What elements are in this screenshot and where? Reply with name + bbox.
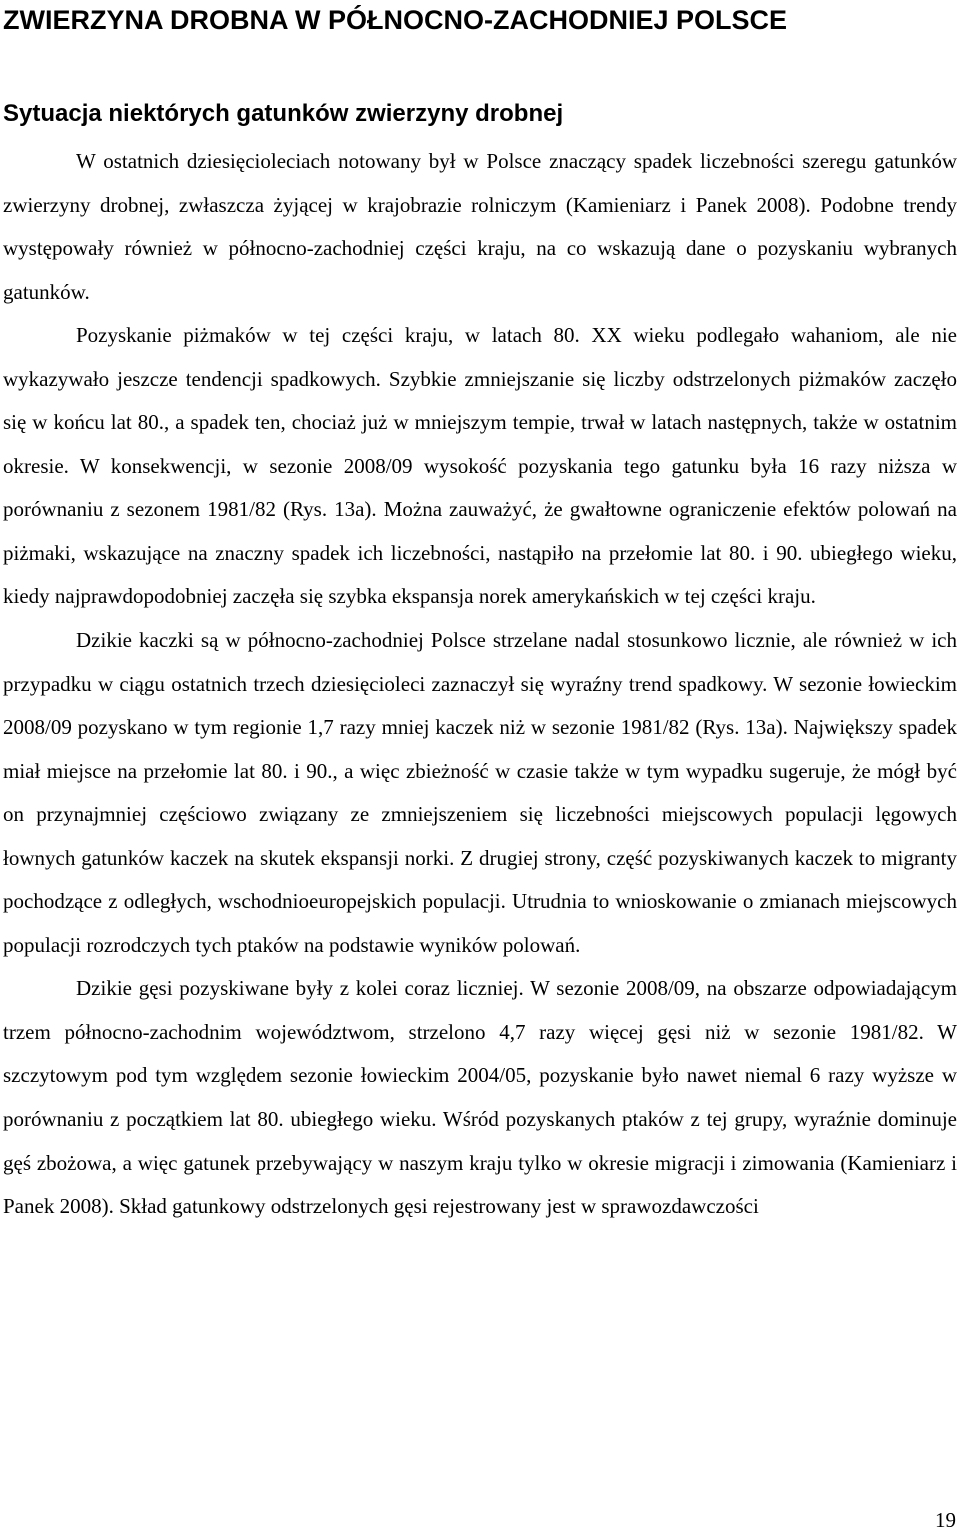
document-title: ZWIERZYNA DROBNA W PÓŁNOCNO-ZACHODNIEJ POLSCE — [3, 5, 787, 35]
section-heading: Sytuacja niektórych gatunków zwierzyny drobnej — [3, 100, 564, 127]
paragraph-ducks: Dzikie kaczki są w północno-zachodniej Polsce strzelane nadal stosunkowo licznie, ale również w ich przypadku w ciągu ostatnich trzech dziesięcioleci zaznaczył się wyraźny trend spadkowy. W sezonie łowieckim 2008/09 pozyskano w tym regionie 1,7 razy mniej kaczek niż w sezonie 1981/82 (Rys. 13a). Największy spadek miał miejsce na przełomie lat 80. i 90., a więc zbieżność w czasie także w tym wypadku sugeruje, że mógł być on przynajmniej częściowo związany ze zmniejszeniem się liczebności miejscowych populacji lęgowych łownych gatunków kaczek na skutek ekspansji norki. Z drugiej strony, część pozyskiwanych kaczek to migranty pochodzące z odległych, wschodnioeuropejskich populacji. Utrudnia to wnioskowanie o zmianach miejscowych populacji rozrodczych tych ptaków na podstawie wyników polowań. — [3, 628, 957, 957]
paragraph-muskrats: Pozyskanie piżmaków w tej części kraju, w latach 80. XX wieku podlegało wahaniom, ale nie wykazywało jeszcze tendencji spadkowych. Szybkie zmniejszanie się liczby odstrzelonych piżmaków zaczęło się w końcu lat 80., a spadek ten, chociaż już w mniejszym tempie, trwał w latach następnych, także w ostatnim okresie. W konsekwencji, w sezonie 2008/09 wysokość pozyskania tego gatunku była 16 razy niższa w porównaniu z sezonem 1981/82 (Rys. 13a). Można zauważyć, że gwałtowne ograniczenie efektów polowań na piżmaki, wskazujące na znaczny spadek ich liczebności, nastąpiło na przełomie lat 80. i 90. ubiegłego wieku, kiedy najprawdopodobniej zaczęła się szybka ekspansja norek amerykańskich w tej części kraju. — [3, 323, 957, 609]
page-number: 19 — [935, 1508, 956, 1532]
paragraph-geese: Dzikie gęsi pozyskiwane były z kolei coraz liczniej. W sezonie 2008/09, na obszarze odpowiadającym trzem północno-zachodnim województwom, strzelono 4,7 razy więcej gęsi niż w sezonie 1981/82. W szczytowym pod tym względem sezonie łowieckim 2004/05, pozyskanie było nawet niemal 6 razy wyższe w porównaniu z początkiem lat 80. ubiegłego wieku. Wśród pozyskanych ptaków z tej grupy, wyraźnie dominuje gęś zbożowa, a więc gatunek przebywający w naszym kraju tylko w okresie migracji i zimowania (Kamieniarz i Panek 2008). Skład gatunkowy odstrzelonych gęsi rejestrowany jest w sprawozdawczości — [3, 976, 957, 1219]
body-text — [3, 140, 957, 1229]
paragraph-intro: W ostatnich dziesięcioleciach notowany był w Polsce znaczący spadek liczebności szeregu gatunków zwierzyny drobnej, zwłaszcza żyjącej w krajobrazie rolniczym (Kamieniarz i Panek 2008). Podobne trendy występowały również w północno-zachodniej części kraju, na co wskazują dane o pozyskaniu wybranych gatunków. — [3, 149, 957, 304]
